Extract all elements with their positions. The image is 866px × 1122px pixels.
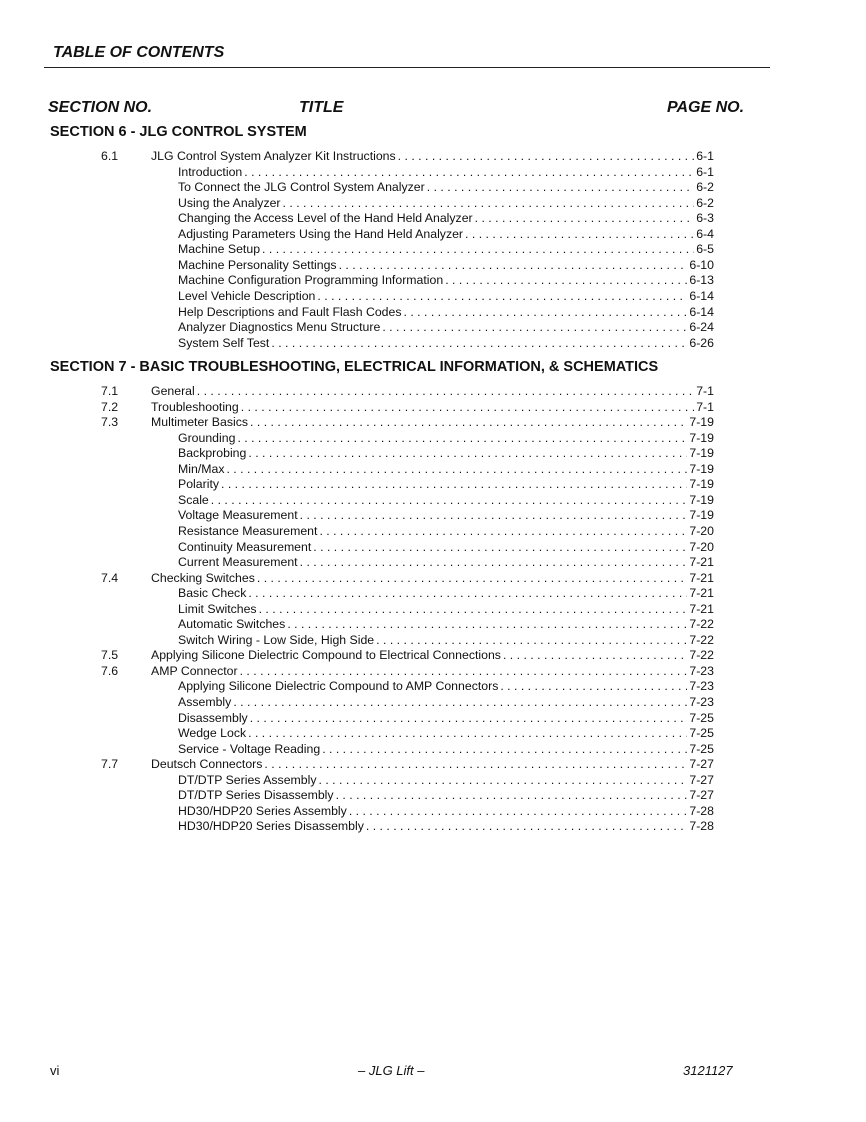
toc-entry-page: 7-28 <box>689 803 714 818</box>
dot-leader <box>221 476 687 492</box>
toc-entry-title: Service - Voltage Reading <box>178 741 321 756</box>
toc-entry-title: General <box>151 384 195 398</box>
toc-entry[interactable] <box>178 678 714 694</box>
footer-publisher: – JLG Lift – <box>358 1063 425 1078</box>
toc-entry-title: Assembly <box>178 695 232 709</box>
header-rule <box>44 67 770 68</box>
toc-entry-title: Limit Switches <box>178 601 257 616</box>
toc-entry-number: 7.2 <box>101 399 119 414</box>
dot-leader <box>427 179 694 195</box>
toc-entry-title: Troubleshooting <box>151 399 239 414</box>
toc-entry[interactable] <box>101 399 714 415</box>
toc-entry-page: 6-10 <box>689 257 714 272</box>
toc-entry-page: 7-28 <box>689 819 714 834</box>
column-header-page-no: PAGE NO. <box>667 99 745 116</box>
toc-entry-page: 6-1 <box>696 164 714 179</box>
toc-entry-page: 7-23 <box>689 663 714 678</box>
toc-entry-title: Disassembly <box>178 710 248 725</box>
toc-entry-title: Adjusting Parameters Using the Hand Held Analyzer <box>178 226 464 241</box>
dot-leader <box>257 570 687 586</box>
toc-entry-number: 7.1 <box>101 384 119 398</box>
toc-entry-title: Changing the Access Level of the Hand Held Analyzer <box>178 211 473 226</box>
toc-entry-page: 7-19 <box>689 430 714 445</box>
toc-entry-page: 6-14 <box>689 304 714 319</box>
toc-entry[interactable] <box>178 304 714 320</box>
toc-entry[interactable] <box>178 241 714 257</box>
toc-entry[interactable] <box>178 725 714 741</box>
toc-entry[interactable] <box>178 195 714 211</box>
toc-entry-title: Checking Switches <box>151 570 255 585</box>
dot-leader <box>197 383 694 399</box>
dot-leader <box>366 818 687 834</box>
toc-entry-title: Applying Silicone Dielectric Compound to AMP Connectors <box>178 679 499 694</box>
toc-entry-page: 6-13 <box>689 273 714 288</box>
toc-entry[interactable] <box>178 288 714 304</box>
toc-entry-title: Level Vehicle Description <box>178 288 316 303</box>
toc-entry[interactable] <box>178 818 714 834</box>
toc-entry-title: Wedge Lock <box>178 726 247 741</box>
dot-leader <box>271 335 687 351</box>
toc-entry-number: 7.3 <box>101 415 119 430</box>
toc-entry-page: 7-21 <box>689 570 714 585</box>
dot-leader <box>319 772 688 788</box>
toc-entry-title: DT/DTP Series Disassembly <box>178 788 334 803</box>
toc-entry-page: 7-27 <box>689 757 714 772</box>
toc-entry-title: AMP Connector <box>151 663 238 678</box>
dot-leader <box>500 678 687 694</box>
footer-document-number: 3121127 <box>683 1063 733 1078</box>
toc-entry-page: 7-19 <box>689 415 714 430</box>
toc-entry[interactable] <box>178 179 714 195</box>
toc-entry-page: 7-19 <box>689 446 714 461</box>
toc-entry[interactable] <box>178 430 714 446</box>
toc-entry[interactable] <box>101 756 714 772</box>
toc-entry[interactable] <box>178 492 714 508</box>
dot-leader <box>264 756 687 772</box>
column-header-title: TITLE <box>299 99 344 116</box>
toc-entry[interactable] <box>178 616 714 632</box>
toc-entry-page: 6-2 <box>696 180 714 195</box>
dot-leader <box>244 164 694 180</box>
toc-entry[interactable] <box>101 148 714 164</box>
toc-entry[interactable] <box>178 741 714 757</box>
toc-entry-title: HD30/HDP20 Series Assembly <box>178 803 347 818</box>
toc-entry-page: 6-14 <box>689 288 714 303</box>
dot-leader <box>322 741 687 757</box>
toc-entry-page: 7-25 <box>689 741 714 756</box>
toc-entry[interactable] <box>101 570 714 586</box>
dot-leader <box>248 445 687 461</box>
toc-entry-page: 7-23 <box>689 695 714 709</box>
toc-entry-page: 7-19 <box>689 477 714 492</box>
dot-leader <box>240 663 688 679</box>
toc-entry[interactable] <box>178 272 714 288</box>
toc-entry[interactable] <box>178 257 714 273</box>
toc-entry-page: 7-20 <box>689 539 714 554</box>
toc-entry-title: Basic Check <box>178 586 247 601</box>
toc-entry[interactable] <box>178 210 714 226</box>
dot-leader <box>317 288 687 304</box>
toc-entry[interactable] <box>178 164 714 180</box>
toc-entry-page: 7-22 <box>689 632 714 647</box>
toc-entry[interactable] <box>178 226 714 242</box>
dot-leader <box>382 319 687 335</box>
column-header-section-no: SECTION NO. <box>48 99 153 116</box>
toc-entry-page: 7-23 <box>689 679 714 694</box>
toc-entry-page: 7-1 <box>696 399 714 414</box>
footer-page-number: vi <box>50 1063 60 1078</box>
page-title: TABLE OF CONTENTS <box>53 44 225 61</box>
toc-entry-title: Polarity <box>178 477 220 492</box>
toc-entry[interactable] <box>178 476 714 492</box>
dot-leader <box>313 539 687 555</box>
toc-entry[interactable] <box>178 523 714 539</box>
toc-entry-title: Using the Analyzer <box>178 195 281 210</box>
dot-leader <box>503 647 687 663</box>
toc-entry[interactable] <box>178 803 714 819</box>
dot-leader <box>349 803 688 819</box>
dot-leader <box>248 585 687 601</box>
toc-entry[interactable] <box>178 585 714 601</box>
toc-entry-page: 7-19 <box>689 461 714 476</box>
section-heading: SECTION 7 - BASIC TROUBLESHOOTING, ELECTRICAL INFORMATION, & SCHEMATICS <box>50 359 659 375</box>
toc-entry-title: Help Descriptions and Fault Flash Codes <box>178 304 402 319</box>
dot-leader <box>404 304 688 320</box>
dot-leader <box>259 601 688 617</box>
toc-entry[interactable] <box>178 445 714 461</box>
dot-leader <box>300 507 688 523</box>
toc-entry[interactable] <box>178 787 714 803</box>
toc-entry-page: 7-25 <box>689 710 714 725</box>
toc-entry-page: 7-19 <box>689 492 714 507</box>
toc-entry-page: 7-21 <box>689 586 714 601</box>
dot-leader <box>339 257 688 273</box>
toc-entry-title: HD30/HDP20 Series Disassembly <box>178 819 364 834</box>
toc-entry[interactable] <box>178 601 714 617</box>
dot-leader <box>398 148 695 164</box>
dot-leader <box>237 430 687 446</box>
toc-entry-title: Machine Personality Settings <box>178 257 337 272</box>
toc-entry-title: Analyzer Diagnostics Menu Structure <box>178 320 381 335</box>
toc-entry-title: Continuity Measurement <box>178 539 312 554</box>
toc-entry-page: 7-27 <box>689 772 714 787</box>
dot-leader <box>376 632 687 648</box>
toc-entry-title: Current Measurement <box>178 555 298 570</box>
dot-leader <box>300 554 688 570</box>
toc-entry-title: DT/DTP Series Assembly <box>178 772 317 787</box>
dot-leader <box>248 725 687 741</box>
toc-entry-page: 7-22 <box>689 648 714 663</box>
dot-leader <box>226 461 687 477</box>
toc-entry-title: Introduction <box>178 164 243 179</box>
toc-entry-title: JLG Control System Analyzer Kit Instructions <box>151 149 396 163</box>
toc-entry-page: 6-3 <box>696 211 714 226</box>
dot-leader <box>475 210 695 226</box>
toc-entry[interactable] <box>178 539 714 555</box>
dot-leader <box>262 241 694 257</box>
toc-entry-number: 7.4 <box>101 570 119 585</box>
section-heading: SECTION 6 - JLG CONTROL SYSTEM <box>50 124 307 140</box>
dot-leader <box>287 616 687 632</box>
toc-entry-number: 7.7 <box>101 757 119 772</box>
toc-entry-title: Grounding <box>178 430 236 445</box>
toc-entry-page: 7-21 <box>689 555 714 570</box>
toc-entry-title: Machine Configuration Programming Information <box>178 273 444 288</box>
toc-entry-title: Backprobing <box>178 446 247 461</box>
toc-entry-page: 6-1 <box>696 149 714 163</box>
toc-entry[interactable] <box>178 772 714 788</box>
toc-entry-title: To Connect the JLG Control System Analyzer <box>178 180 425 195</box>
toc-entry[interactable] <box>178 335 714 351</box>
toc-entry-page: 7-20 <box>689 523 714 538</box>
toc-entry-title: Voltage Measurement <box>178 508 298 523</box>
dot-leader <box>250 710 688 726</box>
toc-entry-title: Machine Setup <box>178 242 261 257</box>
toc-entry-title: Resistance Measurement <box>178 523 318 538</box>
toc-entry-page: 7-25 <box>689 726 714 741</box>
toc-entry-page: 7-27 <box>689 788 714 803</box>
toc-entry[interactable] <box>178 507 714 523</box>
toc-entry[interactable] <box>101 663 714 679</box>
toc-entry[interactable] <box>101 383 714 399</box>
toc-entry[interactable] <box>178 554 714 570</box>
toc-entry[interactable] <box>178 694 714 710</box>
toc-entry-title: Applying Silicone Dielectric Compound to Electrical Connections <box>151 648 501 663</box>
toc-entry-page: 6-5 <box>696 242 714 257</box>
dot-leader <box>283 195 695 211</box>
toc-entry-title: Deutsch Connectors <box>151 757 263 772</box>
dot-leader <box>336 787 688 803</box>
toc-entry-page: 6-24 <box>689 320 714 335</box>
toc-entry-page: 7-22 <box>689 617 714 632</box>
toc-entry-number: 7.5 <box>101 648 119 663</box>
toc-entry-title: Min/Max <box>178 461 225 476</box>
toc-entry-page: 6-26 <box>689 335 714 350</box>
dot-leader <box>319 523 687 539</box>
toc-entry[interactable] <box>178 319 714 335</box>
dot-leader <box>465 226 694 242</box>
toc-entry-title: Multimeter Basics <box>151 415 249 430</box>
toc-entry[interactable] <box>178 710 714 726</box>
toc-entry[interactable] <box>178 632 714 648</box>
toc-entry-page: 7-1 <box>696 384 714 398</box>
dot-leader <box>233 694 687 710</box>
toc-entry-page: 7-21 <box>689 601 714 616</box>
dot-leader <box>445 272 687 288</box>
toc-entry[interactable] <box>101 414 714 430</box>
toc-entry-title: Scale <box>178 492 209 507</box>
toc-entry-page: 6-2 <box>696 195 714 210</box>
dot-leader <box>250 414 687 430</box>
toc-entry-number: 7.6 <box>101 663 119 678</box>
toc-entry-number: 6.1 <box>101 149 119 163</box>
dot-leader <box>241 399 694 415</box>
toc-entry-title: Automatic Switches <box>178 617 286 632</box>
toc-entry-title: Switch Wiring - Low Side, High Side <box>178 632 375 647</box>
toc-entry[interactable] <box>178 461 714 477</box>
toc-entry-page: 6-4 <box>696 226 714 241</box>
toc-entry-title: System Self Test <box>178 335 270 350</box>
toc-entry-page: 7-19 <box>689 508 714 523</box>
dot-leader <box>211 492 688 508</box>
toc-entry[interactable] <box>101 647 714 663</box>
